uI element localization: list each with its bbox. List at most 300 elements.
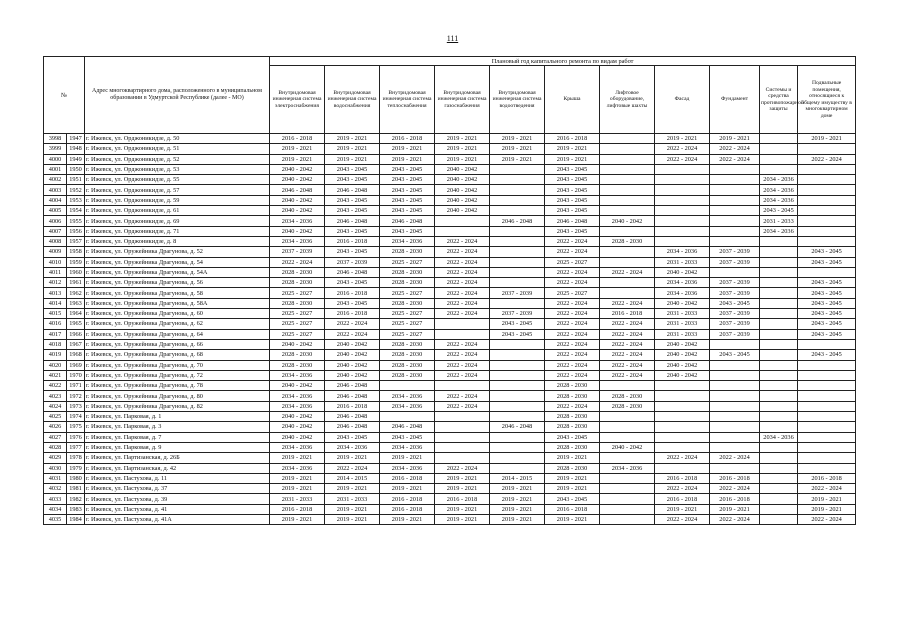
row-cell-water-supply: 2040 - 2042 bbox=[325, 370, 380, 380]
row-cell-fire-protection: 2034 - 2036 bbox=[760, 226, 798, 236]
row-cell-sewerage bbox=[490, 453, 545, 463]
row-cell-fire-protection bbox=[760, 247, 798, 257]
row-cell-foundation: 2016 - 2018 bbox=[710, 494, 760, 504]
row-number: 4003 bbox=[44, 185, 67, 195]
row-index: 1948 bbox=[67, 144, 85, 154]
row-cell-facade bbox=[655, 195, 710, 205]
row-cell-fire-protection bbox=[760, 236, 798, 246]
row-cell-facade: 2034 - 2036 bbox=[655, 247, 710, 257]
table-row bbox=[44, 144, 856, 154]
row-cell-sewerage: 2037 - 2039 bbox=[490, 288, 545, 298]
row-cell-facade: 2022 - 2024 bbox=[655, 144, 710, 154]
row-cell-basement bbox=[798, 422, 856, 432]
row-cell-water-supply: 2022 - 2024 bbox=[325, 463, 380, 473]
row-index: 1959 bbox=[67, 257, 85, 267]
row-cell-heating: 2028 - 2030 bbox=[380, 267, 435, 277]
table-row bbox=[44, 298, 856, 308]
header-address: Адрес многоквартирного дома, расположенного в муниципальном образовании в Удмуртской Республике (далее - МО) bbox=[85, 57, 270, 134]
row-cell-gas: 2019 - 2021 bbox=[435, 473, 490, 483]
row-cell-electricity: 2040 - 2042 bbox=[270, 206, 325, 216]
row-cell-fire-protection bbox=[760, 391, 798, 401]
row-cell-electricity: 2040 - 2042 bbox=[270, 412, 325, 422]
header-group-planned-year: Плановый год капитального ремонта по видам работ bbox=[270, 57, 856, 66]
row-number: 4026 bbox=[44, 422, 67, 432]
row-cell-facade bbox=[655, 391, 710, 401]
row-cell-elevator: 2022 - 2024 bbox=[600, 329, 655, 339]
table-row bbox=[44, 288, 856, 298]
row-cell-heating: 2025 - 2027 bbox=[380, 329, 435, 339]
row-cell-electricity: 2040 - 2042 bbox=[270, 226, 325, 236]
table-row bbox=[44, 267, 856, 277]
row-index: 1951 bbox=[67, 175, 85, 185]
row-number: 4000 bbox=[44, 154, 67, 164]
row-number: 3998 bbox=[44, 134, 67, 144]
row-cell-basement bbox=[798, 216, 856, 226]
row-cell-facade bbox=[655, 185, 710, 195]
header-fire-protection: Системы и средства противопожарной защиты bbox=[760, 66, 798, 134]
row-cell-water-supply: 2022 - 2024 bbox=[325, 319, 380, 329]
row-index: 1961 bbox=[67, 278, 85, 288]
row-cell-elevator bbox=[600, 412, 655, 422]
row-number: 4011 bbox=[44, 267, 67, 277]
row-cell-foundation: 2037 - 2039 bbox=[710, 257, 760, 267]
row-cell-basement: 2043 - 2045 bbox=[798, 247, 856, 257]
row-cell-facade bbox=[655, 236, 710, 246]
row-cell-gas: 2022 - 2024 bbox=[435, 360, 490, 370]
row-cell-gas: 2019 - 2021 bbox=[435, 144, 490, 154]
row-cell-gas bbox=[435, 226, 490, 236]
table-row bbox=[44, 484, 856, 494]
row-cell-fire-protection bbox=[760, 257, 798, 267]
row-index: 1967 bbox=[67, 339, 85, 349]
row-index: 1972 bbox=[67, 391, 85, 401]
row-number: 4024 bbox=[44, 401, 67, 411]
row-cell-roof: 2022 - 2024 bbox=[545, 298, 600, 308]
row-cell-water-supply: 2019 - 2021 bbox=[325, 453, 380, 463]
table-row bbox=[44, 206, 856, 216]
row-cell-sewerage bbox=[490, 185, 545, 195]
table-row bbox=[44, 175, 856, 185]
row-cell-sewerage bbox=[490, 175, 545, 185]
row-address: г. Ижевск, ул. Пастухова, д. 37 bbox=[85, 484, 270, 494]
row-cell-basement bbox=[798, 226, 856, 236]
row-cell-electricity: 2028 - 2030 bbox=[270, 278, 325, 288]
row-cell-electricity: 2019 - 2021 bbox=[270, 154, 325, 164]
table-row bbox=[44, 247, 856, 257]
row-cell-basement: 2043 - 2045 bbox=[798, 329, 856, 339]
table-row bbox=[44, 319, 856, 329]
table-row bbox=[44, 134, 856, 144]
row-cell-sewerage: 2037 - 2039 bbox=[490, 309, 545, 319]
row-cell-facade bbox=[655, 412, 710, 422]
row-cell-foundation: 2037 - 2039 bbox=[710, 278, 760, 288]
row-cell-basement bbox=[798, 391, 856, 401]
row-cell-gas: 2019 - 2021 bbox=[435, 154, 490, 164]
row-cell-sewerage bbox=[490, 298, 545, 308]
row-cell-electricity: 2034 - 2036 bbox=[270, 442, 325, 452]
row-cell-facade: 2040 - 2042 bbox=[655, 267, 710, 277]
row-cell-fire-protection: 2043 - 2045 bbox=[760, 206, 798, 216]
row-cell-foundation bbox=[710, 267, 760, 277]
row-cell-water-supply: 2034 - 2036 bbox=[325, 442, 380, 452]
row-cell-fire-protection bbox=[760, 288, 798, 298]
row-cell-fire-protection bbox=[760, 267, 798, 277]
row-cell-water-supply: 2046 - 2048 bbox=[325, 267, 380, 277]
header-elevator: Лифтовое оборудование, лифтовые шахты bbox=[600, 66, 655, 134]
row-cell-basement bbox=[798, 185, 856, 195]
row-cell-facade bbox=[655, 422, 710, 432]
row-cell-roof: 2019 - 2021 bbox=[545, 453, 600, 463]
row-number: 4005 bbox=[44, 206, 67, 216]
row-cell-facade: 2040 - 2042 bbox=[655, 339, 710, 349]
row-cell-basement bbox=[798, 432, 856, 442]
row-address: г. Ижевск, ул. Орджоникидзе, д. 61 bbox=[85, 206, 270, 216]
row-cell-electricity: 2040 - 2042 bbox=[270, 339, 325, 349]
row-cell-electricity: 2019 - 2021 bbox=[270, 473, 325, 483]
row-cell-foundation: 2037 - 2039 bbox=[710, 319, 760, 329]
row-index: 1970 bbox=[67, 370, 85, 380]
row-cell-sewerage: 2019 - 2021 bbox=[490, 504, 545, 514]
row-cell-electricity: 2028 - 2030 bbox=[270, 298, 325, 308]
row-cell-roof: 2043 - 2045 bbox=[545, 494, 600, 504]
row-cell-sewerage: 2043 - 2045 bbox=[490, 319, 545, 329]
row-cell-water-supply: 2040 - 2042 bbox=[325, 350, 380, 360]
row-cell-basement: 2016 - 2018 bbox=[798, 473, 856, 483]
row-cell-heating: 2046 - 2048 bbox=[380, 216, 435, 226]
table-row bbox=[44, 278, 856, 288]
row-address: г. Ижевск, ул. Оружейника Драгунова, д. 58А bbox=[85, 298, 270, 308]
row-number: 4031 bbox=[44, 473, 67, 483]
header-basement: Подвальные помещения, относящиеся к общему имуществу в многоквартирном доме bbox=[798, 66, 856, 134]
row-cell-electricity: 2019 - 2021 bbox=[270, 453, 325, 463]
row-cell-electricity: 2046 - 2048 bbox=[270, 185, 325, 195]
row-cell-sewerage: 2019 - 2021 bbox=[490, 144, 545, 154]
table-row bbox=[44, 463, 856, 473]
row-cell-foundation: 2022 - 2024 bbox=[710, 484, 760, 494]
row-cell-basement bbox=[798, 195, 856, 205]
row-cell-water-supply: 2043 - 2045 bbox=[325, 164, 380, 174]
row-number: 4014 bbox=[44, 298, 67, 308]
row-address: г. Ижевск, ул. Пастухова, д. 41А bbox=[85, 514, 270, 524]
row-cell-heating: 2034 - 2036 bbox=[380, 401, 435, 411]
row-cell-gas: 2022 - 2024 bbox=[435, 257, 490, 267]
row-cell-sewerage: 2019 - 2021 bbox=[490, 494, 545, 504]
row-cell-heating: 2025 - 2027 bbox=[380, 288, 435, 298]
row-number: 4021 bbox=[44, 370, 67, 380]
row-cell-basement: 2022 - 2024 bbox=[798, 484, 856, 494]
row-cell-roof: 2025 - 2027 bbox=[545, 288, 600, 298]
row-cell-facade bbox=[655, 381, 710, 391]
row-cell-sewerage bbox=[490, 195, 545, 205]
row-number: 4032 bbox=[44, 484, 67, 494]
header-roof: Крыша bbox=[545, 66, 600, 134]
row-cell-elevator bbox=[600, 175, 655, 185]
row-index: 1979 bbox=[67, 463, 85, 473]
row-cell-foundation: 2022 - 2024 bbox=[710, 154, 760, 164]
row-cell-fire-protection bbox=[760, 144, 798, 154]
row-index: 1964 bbox=[67, 309, 85, 319]
row-cell-roof: 2028 - 2030 bbox=[545, 391, 600, 401]
table-row bbox=[44, 164, 856, 174]
row-address: г. Ижевск, ул. Орджоникидзе, д. 51 bbox=[85, 144, 270, 154]
row-number: 4016 bbox=[44, 319, 67, 329]
row-cell-elevator bbox=[600, 514, 655, 524]
row-cell-gas: 2040 - 2042 bbox=[435, 164, 490, 174]
row-cell-facade: 2022 - 2024 bbox=[655, 514, 710, 524]
row-cell-foundation bbox=[710, 370, 760, 380]
row-index: 1949 bbox=[67, 154, 85, 164]
row-cell-basement: 2043 - 2045 bbox=[798, 350, 856, 360]
row-cell-elevator: 2028 - 2030 bbox=[600, 236, 655, 246]
row-cell-basement bbox=[798, 206, 856, 216]
row-address: г. Ижевск, ул. Оружейника Драгунова, д. 68 bbox=[85, 350, 270, 360]
row-cell-heating: 2016 - 2018 bbox=[380, 504, 435, 514]
row-cell-foundation bbox=[710, 412, 760, 422]
row-cell-elevator: 2022 - 2024 bbox=[600, 298, 655, 308]
row-cell-gas: 2022 - 2024 bbox=[435, 309, 490, 319]
row-cell-foundation bbox=[710, 442, 760, 452]
row-cell-sewerage bbox=[490, 442, 545, 452]
table-row bbox=[44, 432, 856, 442]
row-cell-water-supply: 2043 - 2045 bbox=[325, 206, 380, 216]
row-cell-fire-protection bbox=[760, 442, 798, 452]
header-water-supply: Внутридомовая инженерная система водоснабжения bbox=[325, 66, 380, 134]
table-row bbox=[44, 257, 856, 267]
row-cell-foundation bbox=[710, 185, 760, 195]
row-cell-fire-protection bbox=[760, 309, 798, 319]
row-cell-heating: 2043 - 2045 bbox=[380, 185, 435, 195]
row-cell-foundation bbox=[710, 206, 760, 216]
row-cell-basement bbox=[798, 401, 856, 411]
row-number: 4007 bbox=[44, 226, 67, 236]
row-cell-roof: 2043 - 2045 bbox=[545, 185, 600, 195]
row-cell-foundation bbox=[710, 381, 760, 391]
row-address: г. Ижевск, ул. Оружейника Драгунова, д. 56 bbox=[85, 278, 270, 288]
table-row bbox=[44, 309, 856, 319]
row-cell-facade: 2034 - 2036 bbox=[655, 278, 710, 288]
table-row bbox=[44, 504, 856, 514]
row-cell-sewerage: 2014 - 2015 bbox=[490, 473, 545, 483]
row-cell-elevator bbox=[600, 154, 655, 164]
row-cell-gas: 2022 - 2024 bbox=[435, 401, 490, 411]
row-cell-fire-protection: 2034 - 2036 bbox=[760, 432, 798, 442]
row-cell-foundation: 2037 - 2039 bbox=[710, 288, 760, 298]
row-index: 1973 bbox=[67, 401, 85, 411]
capital-repair-schedule-table bbox=[43, 56, 856, 525]
row-number: 4033 bbox=[44, 494, 67, 504]
row-number: 4020 bbox=[44, 360, 67, 370]
table-row bbox=[44, 329, 856, 339]
row-cell-heating: 2019 - 2021 bbox=[380, 453, 435, 463]
row-cell-roof: 2025 - 2027 bbox=[545, 257, 600, 267]
row-cell-water-supply: 2043 - 2045 bbox=[325, 247, 380, 257]
table-row bbox=[44, 453, 856, 463]
row-cell-elevator bbox=[600, 195, 655, 205]
row-cell-facade bbox=[655, 175, 710, 185]
table-row bbox=[44, 494, 856, 504]
row-cell-elevator bbox=[600, 288, 655, 298]
row-cell-foundation bbox=[710, 422, 760, 432]
row-cell-water-supply: 2019 - 2021 bbox=[325, 134, 380, 144]
row-cell-water-supply: 2040 - 2042 bbox=[325, 360, 380, 370]
row-address: г. Ижевск, ул. Орджоникидзе, д. 55 bbox=[85, 175, 270, 185]
row-cell-sewerage bbox=[490, 401, 545, 411]
row-number: 4017 bbox=[44, 329, 67, 339]
row-cell-gas: 2022 - 2024 bbox=[435, 298, 490, 308]
row-number: 4022 bbox=[44, 381, 67, 391]
row-cell-foundation: 2043 - 2045 bbox=[710, 350, 760, 360]
row-cell-foundation: 2037 - 2039 bbox=[710, 309, 760, 319]
row-index: 1971 bbox=[67, 381, 85, 391]
row-cell-facade: 2031 - 2033 bbox=[655, 329, 710, 339]
row-cell-fire-protection bbox=[760, 154, 798, 164]
table-row bbox=[44, 226, 856, 236]
row-cell-gas: 2019 - 2021 bbox=[435, 504, 490, 514]
header-electricity: Внутридомовая инженерная система электроснабжения bbox=[270, 66, 325, 134]
row-cell-basement bbox=[798, 381, 856, 391]
row-number: 4006 bbox=[44, 216, 67, 226]
row-cell-roof: 2022 - 2024 bbox=[545, 309, 600, 319]
table-row bbox=[44, 339, 856, 349]
row-cell-electricity: 2025 - 2027 bbox=[270, 309, 325, 319]
row-cell-foundation: 2016 - 2018 bbox=[710, 473, 760, 483]
row-cell-heating: 2028 - 2030 bbox=[380, 360, 435, 370]
row-index: 1953 bbox=[67, 195, 85, 205]
row-cell-gas: 2022 - 2024 bbox=[435, 247, 490, 257]
row-address: г. Ижевск, ул. Пастухова, д. 11 bbox=[85, 473, 270, 483]
row-cell-gas: 2022 - 2024 bbox=[435, 391, 490, 401]
row-cell-roof: 2019 - 2021 bbox=[545, 473, 600, 483]
row-cell-gas: 2022 - 2024 bbox=[435, 236, 490, 246]
row-cell-electricity: 2040 - 2042 bbox=[270, 164, 325, 174]
row-cell-water-supply: 2031 - 2033 bbox=[325, 494, 380, 504]
row-address: г. Ижевск, ул. Орджоникидзе, д. 53 bbox=[85, 164, 270, 174]
row-cell-sewerage bbox=[490, 381, 545, 391]
row-cell-elevator: 2022 - 2024 bbox=[600, 319, 655, 329]
row-cell-gas: 2016 - 2018 bbox=[435, 494, 490, 504]
row-cell-basement: 2043 - 2045 bbox=[798, 288, 856, 298]
row-cell-basement bbox=[798, 412, 856, 422]
row-cell-sewerage bbox=[490, 391, 545, 401]
row-index: 1962 bbox=[67, 288, 85, 298]
row-cell-electricity: 2019 - 2021 bbox=[270, 514, 325, 524]
row-address: г. Ижевск, ул. Оружейника Драгунова, д. 78 bbox=[85, 381, 270, 391]
row-cell-facade: 2016 - 2018 bbox=[655, 473, 710, 483]
row-cell-heating: 2025 - 2027 bbox=[380, 257, 435, 267]
row-cell-heating: 2025 - 2027 bbox=[380, 309, 435, 319]
row-index: 1955 bbox=[67, 216, 85, 226]
row-cell-gas: 2022 - 2024 bbox=[435, 370, 490, 380]
row-cell-electricity: 2016 - 2018 bbox=[270, 134, 325, 144]
row-index: 1963 bbox=[67, 298, 85, 308]
row-number: 4009 bbox=[44, 247, 67, 257]
header-sewerage: Внутридомовая инженерная система водоотведения bbox=[490, 66, 545, 134]
row-cell-roof: 2022 - 2024 bbox=[545, 401, 600, 411]
row-cell-roof: 2028 - 2030 bbox=[545, 422, 600, 432]
row-cell-facade bbox=[655, 401, 710, 411]
row-cell-water-supply: 2046 - 2048 bbox=[325, 216, 380, 226]
row-cell-water-supply: 2043 - 2045 bbox=[325, 432, 380, 442]
row-number: 4004 bbox=[44, 195, 67, 205]
row-cell-gas bbox=[435, 422, 490, 432]
row-cell-gas: 2019 - 2021 bbox=[435, 484, 490, 494]
row-cell-basement bbox=[798, 453, 856, 463]
row-cell-heating bbox=[380, 412, 435, 422]
row-cell-basement: 2022 - 2024 bbox=[798, 514, 856, 524]
row-cell-fire-protection bbox=[760, 370, 798, 380]
row-address: г. Ижевск, ул. Оружейника Драгунова, д. 60 bbox=[85, 309, 270, 319]
row-cell-sewerage: 2019 - 2021 bbox=[490, 514, 545, 524]
row-cell-foundation: 2022 - 2024 bbox=[710, 144, 760, 154]
row-cell-roof: 2028 - 2030 bbox=[545, 381, 600, 391]
row-cell-water-supply: 2022 - 2024 bbox=[325, 329, 380, 339]
row-cell-roof: 2022 - 2024 bbox=[545, 267, 600, 277]
row-address: г. Ижевск, ул. Партизанская, д. 42 bbox=[85, 463, 270, 473]
row-address: г. Ижевск, ул. Оружейника Драгунова, д. 66 bbox=[85, 339, 270, 349]
row-cell-gas bbox=[435, 381, 490, 391]
row-cell-foundation bbox=[710, 164, 760, 174]
row-cell-basement: 2019 - 2021 bbox=[798, 134, 856, 144]
row-cell-elevator: 2040 - 2042 bbox=[600, 216, 655, 226]
row-cell-foundation: 2022 - 2024 bbox=[710, 514, 760, 524]
table-row bbox=[44, 360, 856, 370]
row-cell-elevator: 2040 - 2042 bbox=[600, 442, 655, 452]
row-cell-heating: 2019 - 2021 bbox=[380, 484, 435, 494]
row-cell-fire-protection bbox=[760, 339, 798, 349]
row-cell-facade: 2040 - 2042 bbox=[655, 360, 710, 370]
row-index: 1966 bbox=[67, 329, 85, 339]
row-cell-roof: 2043 - 2045 bbox=[545, 226, 600, 236]
row-cell-gas: 2019 - 2021 bbox=[435, 514, 490, 524]
row-cell-roof: 2022 - 2024 bbox=[545, 236, 600, 246]
row-cell-fire-protection: 2034 - 2036 bbox=[760, 185, 798, 195]
row-address: г. Ижевск, ул. Парковая, д. 3 bbox=[85, 422, 270, 432]
row-cell-electricity: 2034 - 2036 bbox=[270, 236, 325, 246]
row-cell-roof: 2022 - 2024 bbox=[545, 247, 600, 257]
row-index: 1947 bbox=[67, 134, 85, 144]
row-address: г. Ижевск, ул. Оружейника Драгунова, д. 62 bbox=[85, 319, 270, 329]
row-cell-gas bbox=[435, 216, 490, 226]
row-address: г. Ижевск, ул. Орджоникидзе, д. 57 bbox=[85, 185, 270, 195]
row-cell-foundation: 2037 - 2039 bbox=[710, 329, 760, 339]
row-cell-fire-protection bbox=[760, 298, 798, 308]
row-cell-sewerage: 2046 - 2048 bbox=[490, 216, 545, 226]
row-cell-roof: 2043 - 2045 bbox=[545, 195, 600, 205]
row-cell-heating: 2016 - 2018 bbox=[380, 473, 435, 483]
table-row bbox=[44, 216, 856, 226]
row-cell-elevator: 2034 - 2036 bbox=[600, 463, 655, 473]
row-cell-water-supply: 2016 - 2018 bbox=[325, 309, 380, 319]
row-cell-facade bbox=[655, 206, 710, 216]
row-cell-gas: 2040 - 2042 bbox=[435, 195, 490, 205]
row-address: г. Ижевск, ул. Пастухова, д. 41 bbox=[85, 504, 270, 514]
row-cell-water-supply: 2046 - 2048 bbox=[325, 185, 380, 195]
row-cell-elevator: 2022 - 2024 bbox=[600, 267, 655, 277]
row-cell-basement bbox=[798, 267, 856, 277]
row-cell-electricity: 2031 - 2033 bbox=[270, 494, 325, 504]
row-cell-elevator bbox=[600, 206, 655, 216]
row-cell-foundation bbox=[710, 195, 760, 205]
row-cell-elevator bbox=[600, 134, 655, 144]
row-cell-facade: 2031 - 2033 bbox=[655, 257, 710, 267]
row-cell-electricity: 2022 - 2024 bbox=[270, 257, 325, 267]
row-cell-basement bbox=[798, 370, 856, 380]
row-cell-roof: 2019 - 2021 bbox=[545, 144, 600, 154]
table-row bbox=[44, 442, 856, 452]
row-cell-heating: 2034 - 2036 bbox=[380, 442, 435, 452]
row-cell-gas bbox=[435, 432, 490, 442]
row-address: г. Ижевск, ул. Партизанская, д. 26Б bbox=[85, 453, 270, 463]
